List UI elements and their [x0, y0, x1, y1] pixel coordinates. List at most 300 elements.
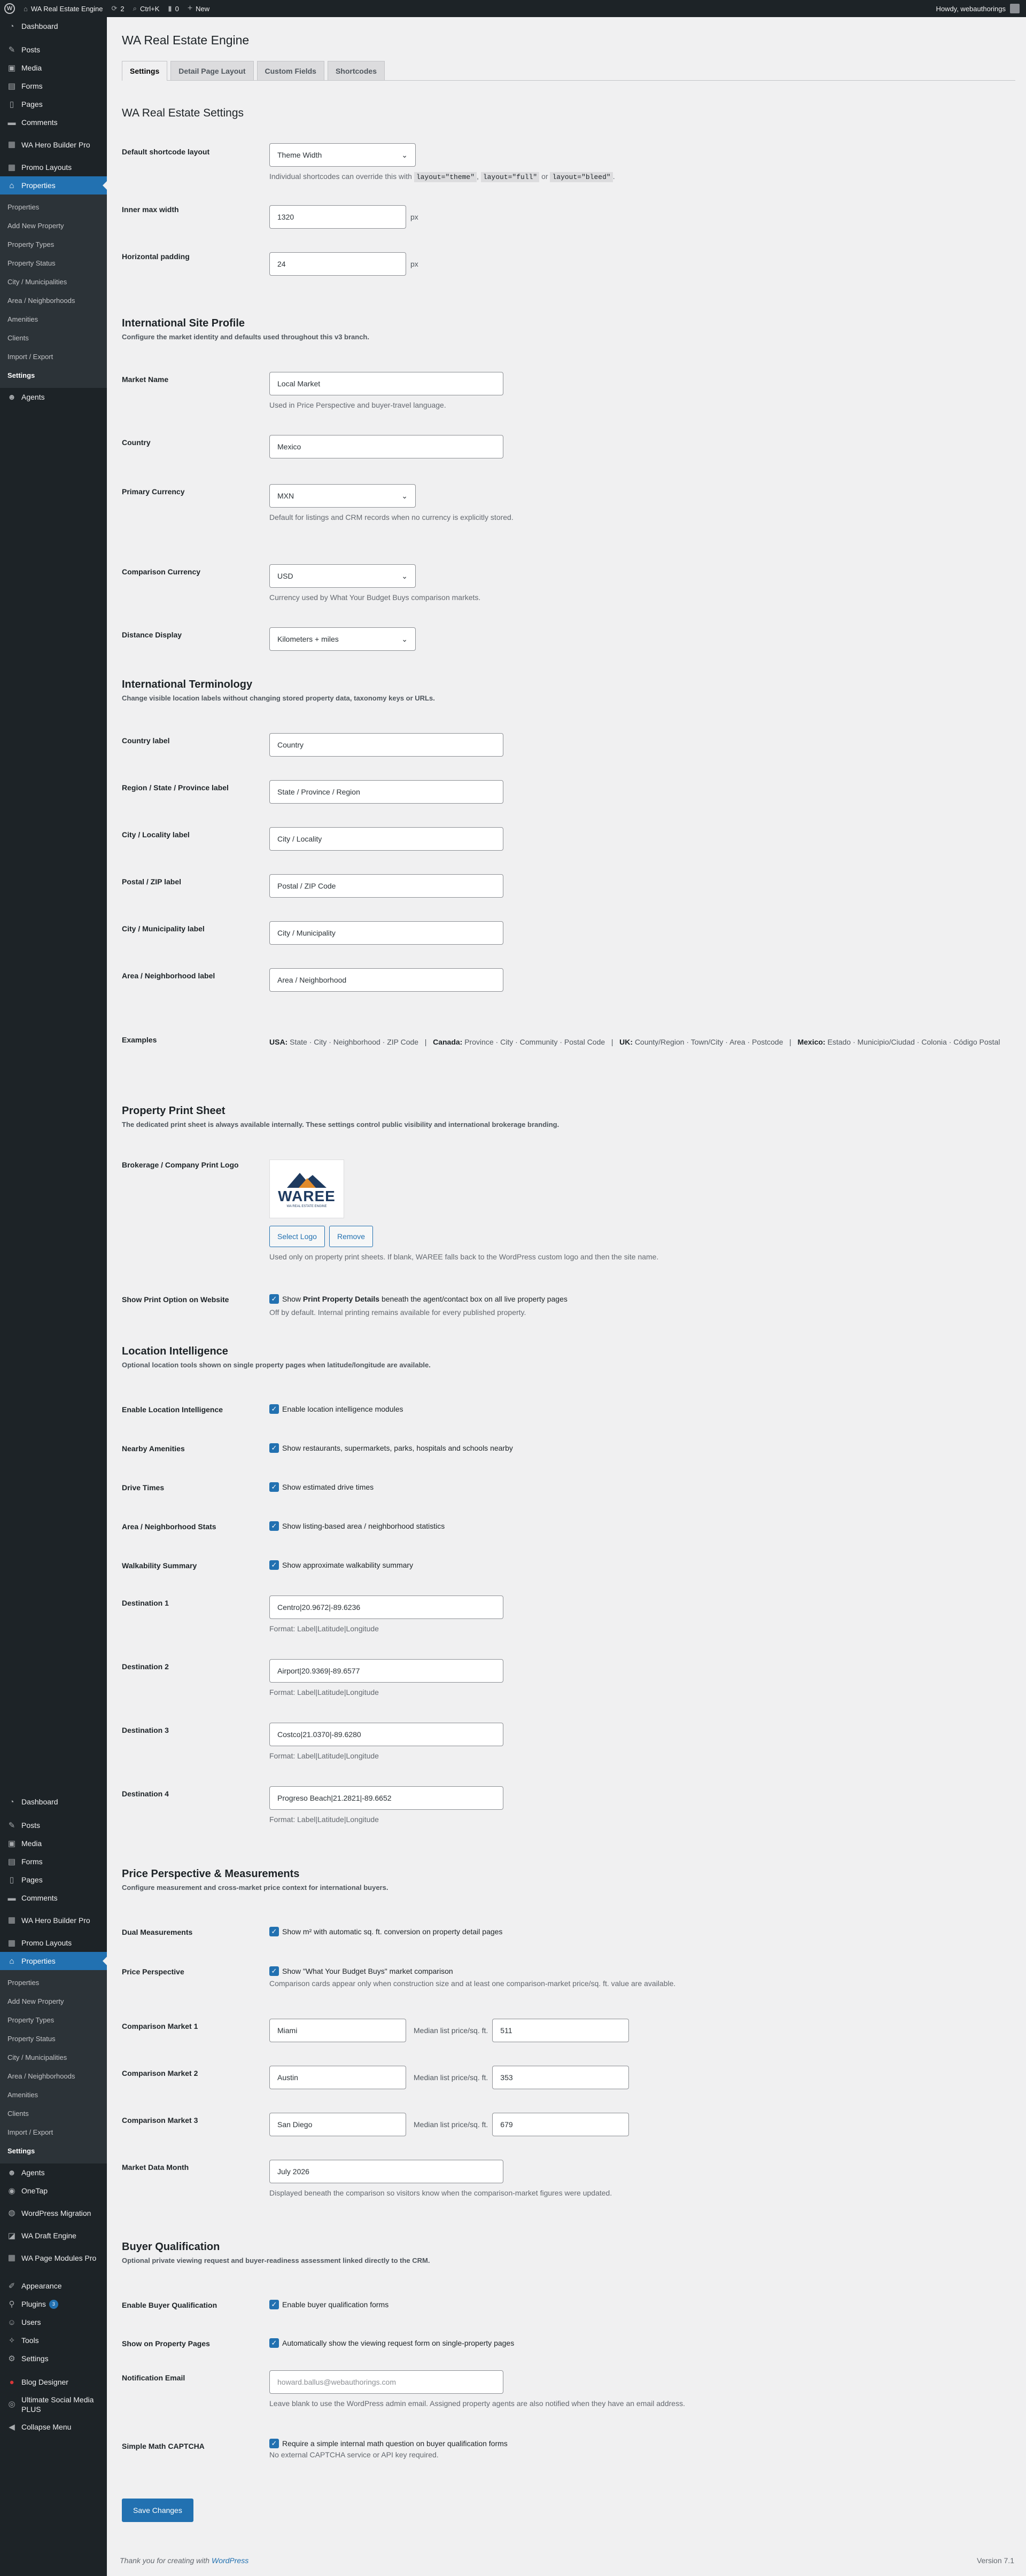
field-label: Destination 1	[122, 1599, 169, 1607]
dual-measurements-checkbox[interactable]	[269, 1927, 502, 1936]
submenu-clients[interactable]: Clients	[7, 2110, 29, 2118]
admin-footer	[120, 2556, 1013, 2565]
market-name-input[interactable]: Local Market	[269, 372, 503, 395]
menu-users[interactable]	[0, 2313, 107, 2331]
field-description: Used in Price Perspective and buyer-travel language.	[269, 401, 446, 409]
checkbox-checked-icon: ✓	[269, 1927, 279, 1936]
submenu-property-status[interactable]: Property Status	[7, 259, 56, 267]
submenu-import-export[interactable]: Import / Export	[7, 353, 53, 361]
field-label: Area / Neighborhood Stats	[122, 1522, 216, 1531]
field-description: Leave blank to use the WordPress admin email. Assigned property agents are also notified when they have an email address.	[269, 2399, 685, 2408]
country-input[interactable]: Mexico	[269, 435, 503, 458]
agents-icon: ☻	[7, 2168, 16, 2177]
field-label: Nearby Amenities	[122, 1444, 185, 1453]
section-title: International Terminology	[122, 679, 253, 690]
distance-display-select[interactable]	[269, 627, 416, 651]
select-value: Theme Width	[277, 151, 322, 159]
menu-label: Media	[21, 1839, 42, 1848]
section-description: Configure measurement and cross-market price context for international buyers.	[122, 1884, 388, 1892]
example-value: Province · City · Community · Postal Code	[464, 1038, 605, 1046]
enable-buyer-checkbox[interactable]	[269, 2300, 388, 2309]
example-value: Estado · Municipio/Ciudad · Colonia · Código Postal	[827, 1038, 1000, 1046]
comparison-currency-select[interactable]	[269, 564, 416, 588]
checkbox-label: Require a simple internal math question on buyer qualification forms	[282, 2439, 508, 2448]
menu-page-modules[interactable]	[0, 2245, 107, 2271]
menu-label: Settings	[21, 2354, 49, 2363]
home-icon: ⌂	[9, 181, 14, 190]
market-1-price-input[interactable]: 511	[492, 2019, 629, 2042]
admin-menu	[0, 1793, 107, 2436]
media-icon: ▣	[7, 64, 16, 73]
wordpress-logo-icon[interactable]: W	[0, 0, 19, 17]
menu-label: Media	[21, 64, 42, 72]
median-label: Median list price/sq. ft.	[414, 2026, 488, 2035]
media-icon: ▣	[7, 1839, 16, 1848]
show-print-option-checkbox[interactable]	[269, 1294, 568, 1304]
menu-label: Posts	[21, 45, 41, 54]
notification-email-input[interactable]: howard.ballus@webauthorings.com	[269, 2370, 503, 2394]
version-text: Version 7.1	[976, 2556, 1014, 2565]
hero-builder-icon: ▦	[7, 1916, 16, 1925]
wordpress-link[interactable]: WordPress	[211, 2556, 249, 2565]
tab-custom-fields[interactable]: Custom Fields	[257, 61, 324, 80]
field-label: Simple Math CAPTCHA	[122, 2442, 205, 2450]
chevron-down-icon: ⌄	[401, 491, 408, 500]
field-description: Format: Label|Latitude|Longitude	[269, 1688, 379, 1696]
command-palette-link[interactable]	[129, 0, 164, 17]
section-title: International Site Profile	[122, 317, 245, 329]
field-label: Price Perspective	[122, 1967, 184, 1976]
menu-properties[interactable]	[0, 1952, 107, 1970]
submenu-property-types[interactable]: Property Types	[7, 240, 55, 248]
field-label: Walkability Summary	[122, 1561, 197, 1570]
comment-icon: ▮	[168, 4, 172, 12]
submenu-city-municipalities[interactable]: City / Municipalities	[7, 278, 67, 286]
code-theme: layout="theme"	[414, 172, 477, 182]
field-description: No external CAPTCHA service or API key required.	[269, 2450, 439, 2459]
home-icon: ⌂	[9, 1956, 14, 1966]
destination-4-input[interactable]: Progreso Beach|21.2821|-89.6652	[269, 1786, 503, 1810]
checkbox-label: Show "What Your Budget Buys" market comparison	[282, 1967, 453, 1975]
city-locality-label-input[interactable]: City / Locality	[269, 827, 503, 851]
checkbox-checked-icon: ✓	[269, 2300, 279, 2309]
menu-label: WA Draft Engine	[21, 2231, 76, 2240]
chevron-down-icon: ⌄	[401, 634, 408, 643]
market-2-price-input[interactable]: 353	[492, 2066, 629, 2089]
submenu-properties[interactable]: Properties	[7, 1979, 40, 1987]
comment-icon: ▬	[7, 1893, 16, 1903]
market-1-name-input[interactable]: Miami	[269, 2019, 406, 2042]
menu-label: Blog Designer	[21, 2378, 68, 2386]
field-description: Default for listings and CRM records when no currency is explicitly stored.	[269, 513, 514, 522]
tab-shortcodes[interactable]: Shortcodes	[328, 61, 385, 80]
section-title: Price Perspective & Measurements	[122, 1868, 300, 1880]
plugins-update-badge: 3	[49, 2300, 58, 2309]
inner-max-width-input[interactable]: 1320	[269, 205, 406, 229]
menu-label: Plugins	[21, 2300, 46, 2308]
field-description: Displayed beneath the comparison so visitors know when the comparison-market figures were updated.	[269, 2189, 612, 2197]
plugin-icon: ⚲	[9, 2300, 15, 2309]
menu-label: Promo Layouts	[21, 1939, 72, 1947]
field-label: Dual Measurements	[122, 1928, 193, 1936]
field-label: Area / Neighborhood label	[122, 971, 215, 980]
menu-label: Pages	[21, 100, 43, 108]
field-description: Format: Label|Latitude|Longitude	[269, 1752, 379, 1760]
settings-icon: ⚙	[8, 2354, 15, 2363]
menu-label: Users	[21, 2318, 41, 2326]
my-account[interactable]	[936, 4, 1026, 13]
tab-settings[interactable]: Settings	[122, 61, 167, 81]
logo-mountain-icon	[283, 1170, 331, 1189]
section-description: Configure the market identity and defaults used throughout this v3 branch.	[122, 333, 369, 341]
menu-media[interactable]	[0, 1834, 107, 1853]
page-title: WA Real Estate Engine	[122, 33, 250, 47]
buyer-section-header	[122, 2241, 430, 2264]
menu-comments[interactable]	[0, 1889, 107, 1907]
field-label: Postal / ZIP label	[122, 877, 182, 886]
menu-dashboard[interactable]	[0, 17, 107, 35]
field-label: Drive Times	[122, 1483, 165, 1492]
menu-label: Dashboard	[21, 22, 58, 30]
section-description: Change visible location labels without changing stored property data, taxonomy keys or URLs.	[122, 694, 435, 702]
menu-plugins[interactable]	[0, 2295, 107, 2313]
admin-menu-top	[0, 17, 107, 464]
median-label: Median list price/sq. ft.	[414, 2073, 488, 2082]
market-2-name-input[interactable]: Austin	[269, 2066, 406, 2089]
menu-draft-engine[interactable]	[0, 2227, 107, 2245]
desc-text: Individual shortcodes can override this with	[269, 172, 412, 181]
field-label: Comparison Market 1	[122, 2022, 198, 2030]
section-description: Optional location tools shown on single property pages when latitude/longitude are available.	[122, 1361, 431, 1369]
example-value: County/Region · Town/City · Area · Postcode	[634, 1038, 783, 1046]
unit-px: px	[410, 213, 418, 221]
field-label: Destination 3	[122, 1726, 169, 1734]
new-content-link[interactable]	[183, 0, 214, 17]
command-shortcut: Ctrl+K	[139, 4, 160, 13]
updates-link[interactable]	[107, 0, 129, 17]
page-icon: ▯	[9, 100, 14, 109]
menu-media[interactable]	[0, 59, 107, 77]
checkbox-checked-icon: ✓	[269, 1482, 279, 1492]
shortcode-layout-select[interactable]	[269, 143, 416, 167]
select-logo-button[interactable]: Select Logo	[269, 1226, 325, 1247]
checkbox-label: Show restaurants, supermarkets, parks, hospitals and schools nearby	[282, 1444, 513, 1452]
field-label: Notification Email	[122, 2373, 185, 2382]
primary-currency-select[interactable]	[269, 484, 416, 508]
submenu-clients[interactable]: Clients	[7, 334, 29, 342]
save-area	[122, 2499, 193, 2522]
chevron-down-icon: ⌄	[401, 150, 408, 159]
grid-icon: ▦	[7, 1939, 16, 1948]
menu-label: Agents	[21, 393, 45, 401]
select-value: Kilometers + miles	[277, 635, 339, 643]
field-label: Brokerage / Company Print Logo	[122, 1161, 239, 1169]
submenu-add-new[interactable]: Add New Property	[7, 1997, 64, 2005]
area-stats-checkbox[interactable]	[269, 1521, 445, 1531]
submenu-settings[interactable]: Settings	[7, 371, 35, 379]
menu-label: WA Hero Builder Pro	[21, 1916, 90, 1925]
checkbox-label-bold: Print Property Details	[302, 1295, 380, 1303]
field-label: Country label	[122, 736, 170, 745]
menu-label: Tools	[21, 2336, 39, 2345]
example-key: USA:	[269, 1038, 288, 1046]
section-title: Location Intelligence	[122, 1345, 228, 1357]
field-description: Comparison cards appear only when construction size and at least one comparison-market price/sq. ft. value are available.	[269, 1979, 676, 1988]
menu-hero-builder[interactable]	[0, 1907, 107, 1934]
field-label: Comparison Market 2	[122, 2069, 198, 2077]
show-on-property-pages-checkbox[interactable]	[269, 2338, 514, 2348]
footer-text: Thank you for creating with	[120, 2556, 210, 2565]
checkbox-checked-icon: ✓	[269, 1966, 279, 1976]
price-section-header	[122, 1868, 388, 1892]
logo-text: WAREE	[278, 1188, 336, 1204]
postal-label-input[interactable]: Postal / ZIP Code	[269, 874, 503, 898]
field-label: Region / State / Province label	[122, 783, 229, 792]
submenu-properties[interactable]: Properties	[7, 203, 40, 211]
menu-social-media[interactable]	[0, 2391, 107, 2418]
section-title: Property Print Sheet	[122, 1105, 226, 1117]
code-bleed: layout="bleed"	[550, 172, 612, 182]
checkbox-checked-icon: ✓	[269, 1560, 279, 1570]
walkability-checkbox[interactable]	[269, 1560, 413, 1570]
updates-icon: ⟳	[111, 4, 118, 12]
properties-submenu	[0, 1970, 107, 2163]
enable-location-checkbox[interactable]	[269, 1404, 403, 1414]
example-value: State · City · Neighborhood · ZIP Code	[290, 1038, 419, 1046]
menu-posts[interactable]	[0, 1816, 107, 1834]
field-label: Comparison Market 3	[122, 2116, 198, 2124]
field-label: Inner max width	[122, 205, 179, 214]
field-description: Format: Label|Latitude|Longitude	[269, 1624, 379, 1633]
menu-onetap[interactable]	[0, 2182, 107, 2200]
nav-tabs	[122, 58, 1015, 81]
plus-icon: +	[187, 4, 193, 13]
menu-label: Promo Layouts	[21, 163, 72, 172]
menu-label: Ultimate Social Media PLUS	[21, 2395, 94, 2414]
checkbox-label: beneath the agent/contact box on all live property pages	[381, 1295, 568, 1303]
menu-properties[interactable]	[0, 176, 107, 194]
field-label: Enable Buyer Qualification	[122, 2301, 217, 2309]
menu-agents[interactable]	[0, 2163, 107, 2182]
menu-label: Appearance	[21, 2282, 62, 2290]
checkbox-label: Automatically show the viewing request form on single-property pages	[282, 2339, 515, 2347]
desc-period: .	[612, 172, 615, 181]
location-section-header	[122, 1345, 431, 1369]
menu-label: Agents	[21, 2168, 45, 2177]
example-separator: |	[424, 1038, 427, 1046]
user-icon: ☺	[7, 2317, 16, 2327]
destination-1-input[interactable]: Centro|20.9672|-89.6236	[269, 1596, 503, 1619]
drive-times-checkbox[interactable]	[269, 1482, 374, 1492]
country-label-input[interactable]: Country	[269, 733, 503, 757]
modules-icon: ▦	[7, 2253, 16, 2262]
region-label-input[interactable]: State / Province / Region	[269, 780, 503, 804]
menu-hero-builder[interactable]	[0, 131, 107, 158]
field-label: Destination 2	[122, 1662, 169, 1671]
example-key: UK:	[619, 1038, 633, 1046]
menu-forms[interactable]	[0, 77, 107, 95]
checkbox-label: Show m² with automatic sq. ft. conversion on property detail pages	[282, 1927, 503, 1936]
median-label: Median list price/sq. ft.	[414, 2120, 488, 2129]
market-data-month-input[interactable]: July 2026	[269, 2160, 503, 2183]
checkbox-label: Show estimated drive times	[282, 1483, 374, 1491]
checkbox-checked-icon: ✓	[269, 1443, 279, 1453]
submenu-amenities[interactable]: Amenities	[7, 2091, 38, 2099]
print-sheet-section-header	[122, 1105, 559, 1129]
submenu-add-new[interactable]: Add New Property	[7, 222, 64, 230]
checkbox-label: Show approximate walkability summary	[282, 1561, 414, 1569]
city-municipality-label-input[interactable]: City / Municipality	[269, 921, 503, 945]
field-label: Show Print Option on Website	[122, 1295, 229, 1304]
menu-label: OneTap	[21, 2186, 48, 2195]
select-value: MXN	[277, 492, 294, 500]
blog-designer-icon: ●	[9, 2377, 14, 2387]
area-label-input[interactable]: Area / Neighborhood	[269, 968, 503, 992]
menu-label: Forms	[21, 82, 43, 90]
menu-pages[interactable]	[0, 1871, 107, 1889]
menu-label: Forms	[21, 1857, 43, 1866]
social-icon: ◎	[8, 2400, 15, 2409]
admin-sidebar	[0, 17, 107, 2576]
remove-logo-button[interactable]: Remove	[329, 1226, 373, 1247]
wrench-icon: ✧	[8, 2336, 15, 2345]
menu-label: Properties	[21, 1957, 56, 1965]
submenu-area-neighborhoods[interactable]: Area / Neighborhoods	[7, 2072, 75, 2080]
submenu-import-export[interactable]: Import / Export	[7, 2128, 53, 2136]
menu-label: Pages	[21, 1875, 43, 1884]
menu-posts[interactable]	[0, 41, 107, 59]
submenu-amenities[interactable]: Amenities	[7, 315, 38, 323]
example-separator: |	[789, 1038, 791, 1046]
menu-label: Dashboard	[21, 1797, 58, 1806]
checkbox-label: Enable buyer qualification forms	[282, 2300, 389, 2309]
menu-label: WordPress Migration	[21, 2209, 91, 2217]
submenu-property-status[interactable]: Property Status	[7, 2035, 56, 2043]
pin-icon: ✎	[8, 45, 15, 55]
code-full: layout="full"	[481, 172, 539, 182]
menu-promo-layouts[interactable]	[0, 1934, 107, 1952]
nearby-amenities-checkbox[interactable]	[269, 1443, 513, 1453]
forms-icon: ▤	[7, 1857, 16, 1866]
menu-settings[interactable]	[0, 2349, 107, 2368]
submenu-city-municipalities[interactable]: City / Municipalities	[7, 2053, 67, 2061]
select-value: USD	[277, 572, 293, 580]
menu-promo-layouts[interactable]	[0, 158, 107, 176]
market-3-name-input[interactable]: San Diego	[269, 2113, 406, 2136]
field-label: Market Data Month	[122, 2163, 189, 2172]
field-description: Used only on property print sheets. If blank, WAREE falls back to the WordPress custom logo and then the site name.	[269, 1252, 659, 1261]
field-description: Currency used by What Your Budget Buys comparison markets.	[269, 593, 481, 602]
avatar	[1010, 4, 1020, 13]
field-label: City / Municipality label	[122, 924, 205, 933]
price-perspective-checkbox[interactable]	[269, 1966, 675, 1976]
collapse-menu-button[interactable]	[0, 2418, 107, 2436]
save-changes-button[interactable]: Save Changes	[122, 2499, 193, 2522]
menu-dashboard[interactable]	[0, 1793, 107, 1811]
tab-detail-page-layout[interactable]: Detail Page Layout	[170, 61, 253, 80]
captcha-checkbox[interactable]	[269, 2439, 508, 2448]
destination-2-input[interactable]: Airport|20.9369|-89.6577	[269, 1659, 503, 1683]
menu-tools[interactable]	[0, 2331, 107, 2349]
page-icon: ▯	[9, 1875, 14, 1885]
pin-icon: ✎	[8, 1821, 15, 1830]
field-description: Off by default. Internal printing remains available for every published property.	[269, 1308, 526, 1317]
new-label: New	[196, 4, 210, 13]
field-label: Destination 4	[122, 1789, 169, 1798]
terminology-section-header	[122, 679, 435, 702]
menu-label: Comments	[21, 1894, 58, 1902]
examples-text	[269, 1034, 1001, 1049]
comment-icon: ▬	[7, 118, 16, 127]
horizontal-padding-input[interactable]: 24	[269, 252, 406, 276]
section-title: Buyer Qualification	[122, 2241, 220, 2253]
hero-builder-icon: ▦	[7, 140, 16, 149]
howdy-text: Howdy, webauthorings	[936, 4, 1006, 13]
collapse-icon: ◀	[9, 2423, 15, 2432]
properties-submenu	[0, 194, 107, 388]
unit-px: px	[410, 260, 418, 268]
field-description: Format: Label|Latitude|Longitude	[269, 1815, 379, 1824]
agents-icon: ☻	[7, 392, 16, 402]
menu-comments[interactable]	[0, 113, 107, 131]
field-label: Comparison Currency	[122, 567, 201, 576]
menu-label: Properties	[21, 181, 56, 190]
menu-agents[interactable]	[0, 388, 107, 406]
example-separator: |	[611, 1038, 613, 1046]
checkbox-checked-icon: ✓	[269, 1404, 279, 1414]
menu-appearance[interactable]	[0, 2277, 107, 2295]
menu-pages[interactable]	[0, 95, 107, 113]
forms-icon: ▤	[7, 82, 16, 91]
draft-icon: ◪	[7, 2231, 16, 2240]
dashboard-icon: ◔	[9, 21, 14, 31]
grid-icon: ▦	[7, 163, 16, 172]
checkbox-checked-icon: ✓	[269, 2338, 279, 2348]
field-description	[269, 172, 615, 181]
submenu-property-types[interactable]: Property Types	[7, 2016, 55, 2024]
field-label: Country	[122, 438, 151, 447]
checkbox-checked-icon: ✓	[269, 1521, 279, 1531]
menu-label: Collapse Menu	[21, 2423, 72, 2431]
destination-3-input[interactable]: Costco|21.0370|-89.6280	[269, 1723, 503, 1746]
menu-forms[interactable]	[0, 1853, 107, 1871]
brush-icon: ✐	[8, 2282, 15, 2291]
field-label: City / Locality label	[122, 830, 190, 839]
submenu-settings[interactable]: Settings	[7, 2147, 35, 2155]
field-label: Default shortcode layout	[122, 147, 210, 156]
logo-subtext: WA REAL ESTATE ENGINE	[286, 1205, 327, 1208]
menu-label: Posts	[21, 1821, 41, 1830]
field-label: Primary Currency	[122, 487, 185, 496]
desc-or: or	[541, 172, 548, 181]
site-name-link[interactable]	[19, 0, 107, 17]
company-logo-preview	[269, 1159, 344, 1218]
migration-icon: ◍	[8, 2208, 15, 2217]
field-label: Distance Display	[122, 631, 182, 639]
submenu-area-neighborhoods[interactable]: Area / Neighborhoods	[7, 297, 75, 305]
section-description: Optional private viewing request and buyer-readiness assessment linked directly to the CRM.	[122, 2256, 430, 2264]
checkbox-label: Show listing-based area / neighborhood statistics	[282, 1522, 445, 1530]
onetap-icon: ◉	[8, 2186, 15, 2196]
menu-wp-migration[interactable]	[0, 2200, 107, 2227]
main-content	[122, 17, 1015, 2515]
checkbox-checked-icon: ✓	[269, 1294, 279, 1304]
menu-blog-designer[interactable]	[0, 2373, 107, 2391]
search-icon: ⌕	[133, 4, 137, 12]
comments-count: 0	[175, 4, 179, 13]
comments-link[interactable]	[164, 0, 183, 17]
market-3-price-input[interactable]: 679	[492, 2113, 629, 2136]
